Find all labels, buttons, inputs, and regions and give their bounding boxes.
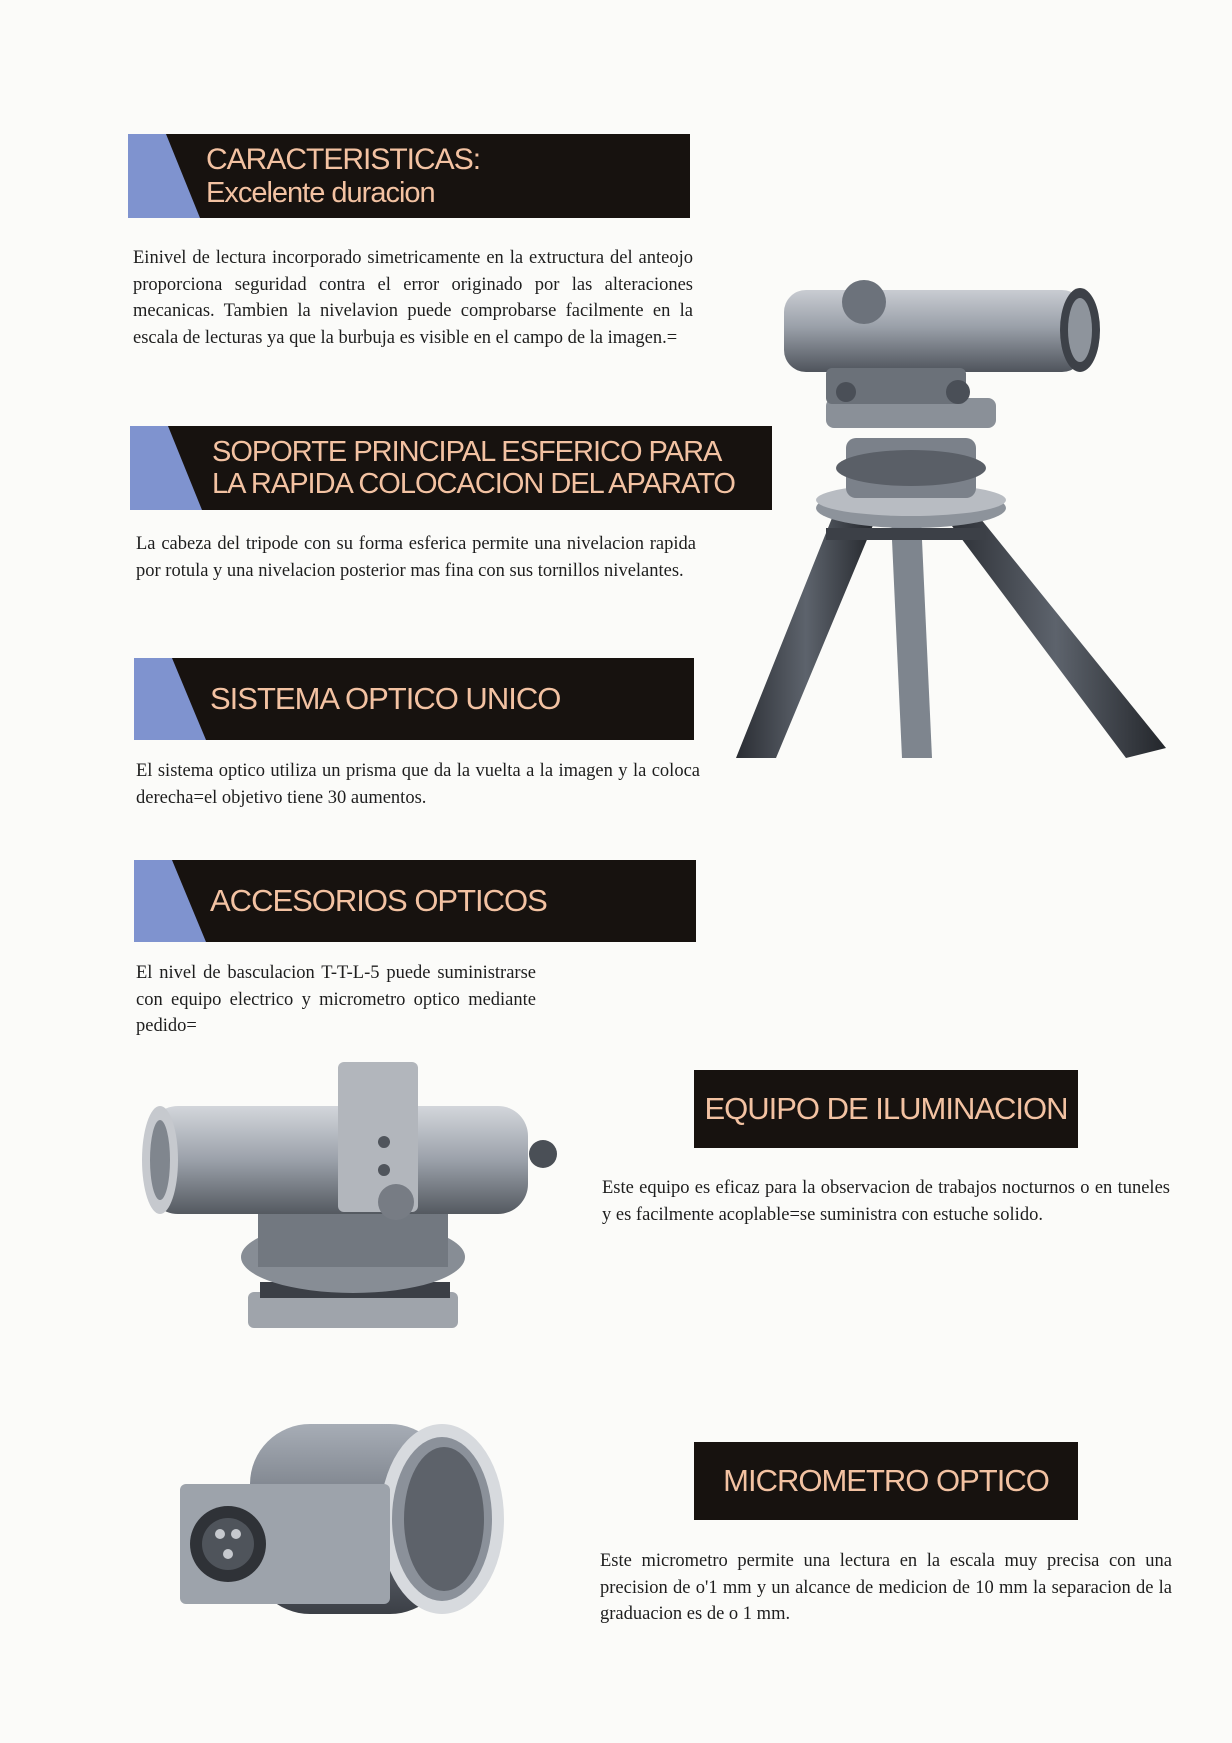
micrometro-body: Este micrometro permite una lectura en la escala muy precisa con una precision de o'1 mm y un alcance de medicion de 10 mm la separacion de la graduacion es de o 1 mm. <box>600 1551 1172 1624</box>
soporte-body: La cabeza del tripode con su forma esferica permite una nivelacion rapida por rotula y una nivelacion posterior mas fina con sus tornillos nivelantes. <box>136 534 696 581</box>
soporte-title-line2: LA RAPIDA COLOCACION DEL APARATO <box>212 468 735 500</box>
micrometro-banner: MICROMETRO OPTICO <box>694 1442 1078 1520</box>
iluminacion-banner: EQUIPO DE ILUMINACION <box>694 1070 1078 1148</box>
soporte-title-line1: SOPORTE PRINCIPAL ESFERICO PARA <box>212 435 722 468</box>
caracteristicas-banner <box>128 134 690 218</box>
tilting-level-photo <box>148 1052 558 1352</box>
tripod-level-photo <box>736 268 1184 768</box>
accesorios-body: El nivel de basculacion T-T-L-5 puede suministrarse con equipo electrico y micrometro optico mediante pedido= <box>136 963 536 1036</box>
sistema-title: SISTEMA OPTICO UNICO <box>210 680 561 716</box>
iluminacion-body: Este equipo es eficaz para la observacion de trabajos nocturnos o en tuneles y es facilmente acoplable=se suministra con estuche solido. <box>602 1178 1170 1225</box>
caracteristicas-subtitle: Excelente duracion <box>206 176 435 209</box>
caracteristicas-title: CARACTERISTICAS: <box>206 142 481 176</box>
optical-micrometer-photo <box>180 1414 510 1624</box>
accesorios-title: ACCESORIOS OPTICOS <box>210 882 547 918</box>
soporte-banner <box>130 426 772 510</box>
sistema-body: El sistema optico utiliza un prisma que da la vuelta a la imagen y la coloca derecha=el objetivo tiene 30 aumentos. <box>136 761 700 808</box>
caracteristicas-body: Einivel de lectura incorporado simetricamente en la extructura del anteojo proporciona seguridad contra el error originado por las alteraciones mecanicas. Tambien la nivelavion puede comprobarse facilmente en la escala de lecturas ya que la burbuja es visible en el campo de la imagen.= <box>133 248 693 348</box>
sistema-banner <box>134 658 694 740</box>
accesorios-banner <box>134 860 696 942</box>
